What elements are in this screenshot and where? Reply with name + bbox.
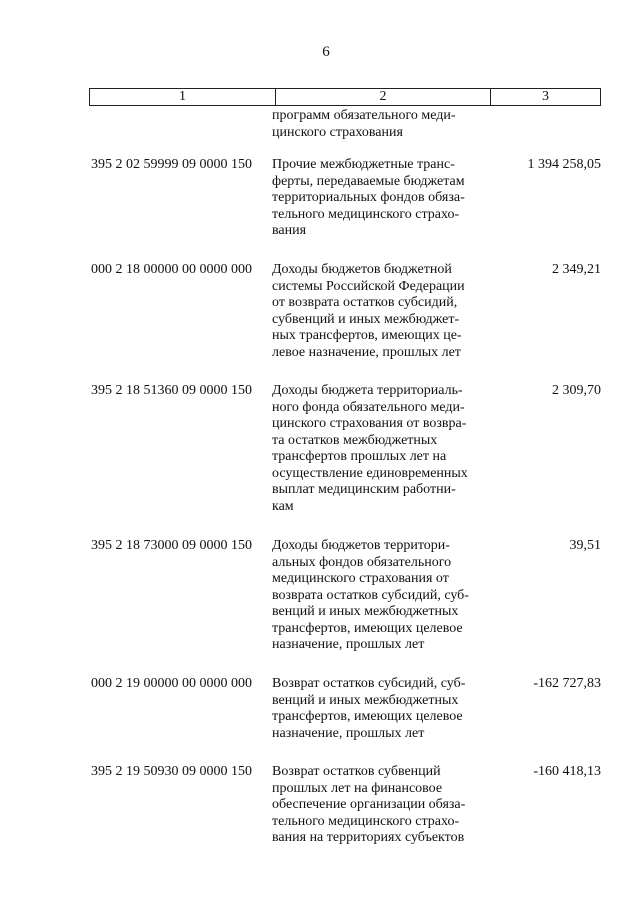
revenue-name-line: Доходы бюджетов территори- (272, 538, 450, 553)
revenue-name-line: левое назначение, прошлых лет (272, 344, 461, 360)
revenue-name-line: медицинского страхования от (272, 571, 449, 586)
budget-code: 395 2 19 50930 09 0000 150 (91, 764, 252, 779)
revenue-name-line: назначение, прошлых лет (272, 637, 425, 652)
revenue-name-line: ного фонда обязательного меди- (272, 399, 465, 415)
revenue-name-line: от возврата остатков субсидий, (272, 295, 458, 310)
revenue-name-line: ферты, передаваемые бюджетам (272, 173, 465, 189)
table-header (89, 88, 601, 106)
revenue-name (272, 538, 487, 654)
revenue-name-line: Доходы бюджетов бюджетной (272, 262, 452, 277)
revenue-name-line: венций и иных межбюджетных (272, 692, 459, 708)
revenue-name-line: та остатков межбюджетных (272, 432, 438, 448)
revenue-name-line: тельного медицинского страхо- (272, 813, 460, 829)
amount: -162 727,83 (533, 676, 601, 691)
revenue-name (272, 383, 487, 515)
revenue-name-line: прошлых лет на финансовое (272, 780, 443, 796)
amount: 2 349,21 (552, 262, 601, 277)
revenue-name-line: цинского страхования от возвра- (272, 416, 467, 431)
revenue-name-line: выплат медицинским работни- (272, 482, 456, 497)
revenue-name-line: системы Российской Федерации (272, 278, 465, 294)
revenue-name-line: Прочие межбюджетные транс- (272, 157, 455, 172)
page-number: 6 (322, 44, 330, 60)
budget-code: 395 2 02 59999 09 0000 150 (91, 157, 252, 172)
budget-code: 395 2 18 51360 09 0000 150 (91, 383, 252, 398)
revenue-name-line: ных трансфертов, имеющих це- (272, 328, 462, 343)
budget-code: 000 2 18 00000 00 0000 000 (91, 262, 252, 277)
header-col-3: 3 (542, 89, 549, 104)
revenue-name (272, 676, 487, 742)
revenue-name-line: вания (272, 223, 307, 238)
amount: 1 394 258,05 (527, 157, 601, 172)
revenue-name (272, 262, 487, 361)
revenue-name-line: Доходы бюджета территориаль- (272, 383, 463, 398)
revenue-name-line: Возврат остатков субсидий, суб- (272, 676, 466, 691)
amount: 2 309,70 (552, 383, 601, 398)
revenue-name-line: возврата остатков субсидий, суб- (272, 587, 469, 603)
continued-line: программ обязательного меди- (272, 108, 456, 123)
revenue-name-line: территориальных фондов обяза- (272, 190, 465, 205)
revenue-name-line: тельного медицинского страхо- (272, 206, 460, 222)
budget-code: 000 2 19 00000 00 0000 000 (91, 676, 252, 691)
revenue-name-line: вания на территориях субъектов (272, 830, 465, 845)
revenue-name-line: трансфертов, имеющих целевое (272, 620, 463, 636)
budget-code: 395 2 18 73000 09 0000 150 (91, 538, 252, 553)
revenue-name-line: Возврат остатков субвенций (272, 764, 441, 779)
amount: -160 418,13 (533, 764, 601, 779)
header-col-2: 2 (276, 89, 491, 105)
amount: 39,51 (569, 538, 601, 553)
revenue-name-line: трансфертов прошлых лет на (272, 449, 447, 464)
continued-text (272, 108, 487, 141)
revenue-name-line: обеспечение организации обяза- (272, 797, 466, 812)
continued-line: цинского страхования (272, 124, 403, 140)
revenue-name-line: альных фондов обязательного (272, 554, 452, 570)
revenue-name-line: субвенций и иных межбюджет- (272, 311, 460, 327)
revenue-name-line: трансфертов, имеющих целевое (272, 709, 463, 724)
revenue-name (272, 764, 487, 847)
revenue-name (272, 157, 487, 240)
revenue-name-line: кам (272, 498, 294, 514)
revenue-name-line: венций и иных межбюджетных (272, 604, 459, 619)
revenue-name-line: осуществление единовременных (272, 465, 468, 481)
header-col-1: 1 (90, 89, 276, 105)
revenue-name-line: назначение, прошлых лет (272, 725, 425, 741)
